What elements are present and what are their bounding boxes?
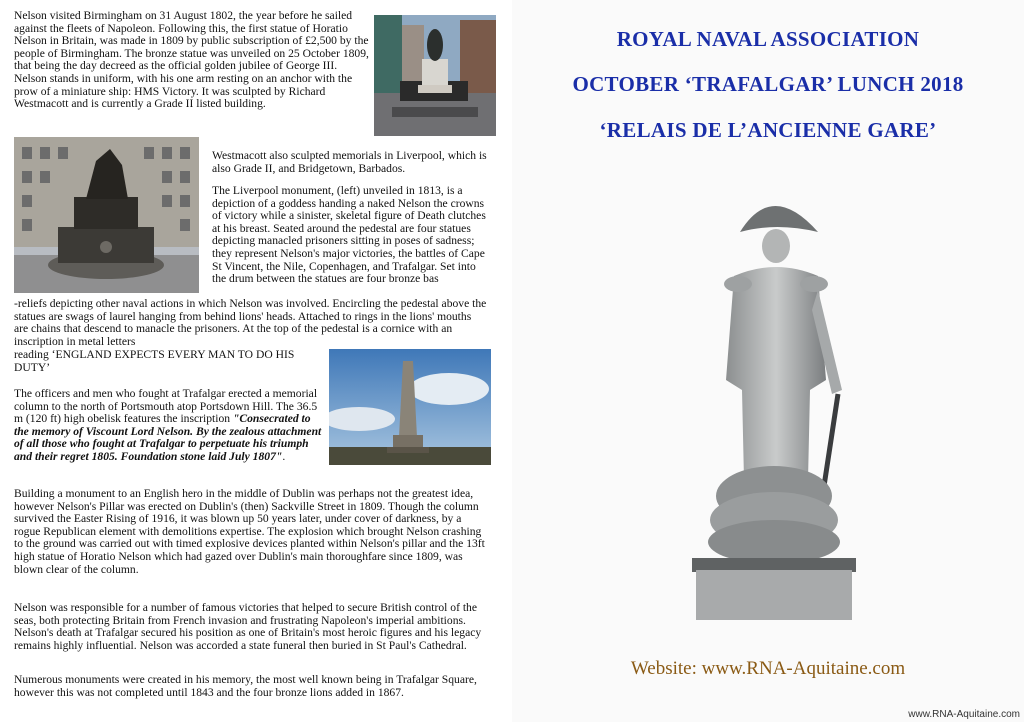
title-line-1: ROYAL NAVAL ASSOCIATION [616, 27, 920, 51]
portsmouth-text: The officers and men who fought at Trafalgar erected a memorial column to the north of Portsmouth atop Portsdown Hill. The 36.5 m (120 ft) high obelisk features the inscription [14, 387, 318, 426]
obelisk-inscription: "Consecrated to the memory of Viscount Lord Nelson. By the zealous attachment of all those who fought at Trafalgar to perpetuate his triumph and their regret 1805. Foundation stone laid July 1807" [14, 412, 322, 463]
paragraph-liverpool-cont: -reliefs depicting other naval actions in which Nelson was involved. Encircling the pedestal above the statues are swags of laurel hanging from behind lions' heads. Attached to rings in the lions' mouths are chains that descend to manacle the prisoners. At the top of the pedestal is a cornice with an inscription in metal letters [14, 297, 487, 348]
title-line-2: OCTOBER ‘TRAFALGAR’ LUNCH 2018 [572, 72, 964, 96]
website-link[interactable]: Website: www.RNA-Aquitaine.com [630, 658, 906, 679]
portsdown-obelisk-photo [329, 349, 491, 465]
right-page [512, 0, 1024, 722]
nelson-statue-image [672, 180, 872, 620]
title-line-3: ‘RELAIS DE L’ANCIENNE GARE’ [599, 118, 937, 142]
liverpool-monument-photo [14, 137, 199, 293]
paragraph-monuments: Numerous monuments were created in his memory, the most well known being in Trafalgar Square, however this was not completed until 1843 and the four bronze lions added in 1867. [14, 673, 477, 699]
paragraph-england-expects: reading ‘ENGLAND EXPECTS EVERY MAN TO DO HIS DUTY’ [14, 348, 295, 374]
portsmouth-end: . [282, 449, 286, 463]
paragraph-westmacott: Westmacott also sculpted memorials in Liverpool, which is also Grade II, and Bridgetown, Barbados. [212, 149, 487, 175]
paragraph-dublin: Building a monument to an English hero in the middle of Dublin was perhaps not the greatest idea, however Nelson's Pillar was erected on Dublin's (then) Sackville Street in 1809. Though the column survived the Easter Rising of 1916, it was blown up 50 years later, under cover of darkness, by a rogue Republican element with demolitions expertise. The explosion which brought Nelson crashing to the ground was carried out with timed explosive devices planted within Nelson's pillar and the 13ft high statue of Horatio Nelson which had gazed over Dublin's main thoroughfare since 1809, was blown clear of the column. [14, 487, 485, 576]
watermark-credit: www.RNA-Aquitaine.com [908, 709, 1020, 720]
birmingham-statue-photo [374, 15, 496, 136]
paragraph-liverpool: The Liverpool monument, (left) unveiled in 1813, is a depiction of a goddess handing a naked Nelson the crowns of victory while a sinister, skeletal figure of Death clutches at his breast. Seated around the pedestal are four statues depicting manacled prisoners sitting in poses of sadness; they represent Nelson's major victories, the battles of Cape St Vincent, the Nile, Copenhagen, and Trafalgar. Set into the drum between the statues are four bronze bas [212, 184, 486, 286]
paragraph-portsmouth [14, 388, 322, 464]
paragraph-victories: Nelson was responsible for a number of famous victories that helped to secure British control of the seas, both protecting Britain from French invasion and frustrating Napoleon's imperial ambitions. Nelson's death at Trafalgar secured his position as one of Britain's most heroic figures and his legacy remains highly influential. Nelson was accorded a state funeral then buried in St Paul's Cathedral. [14, 601, 482, 652]
paragraph-birmingham: Nelson visited Birmingham on 31 August 1802, the year before he sailed against the fleets of Napoleon. Following this, the first statue of Horatio Nelson in Britain, was made in 1809 by public subscription of £2,500 by the people of Birmingham. The bronze statue was unveiled on 25 October 1809, that being the day decreed as the official golden jubilee of George III. Nelson stands in uniform, with his one arm resting on an anchor with the prow of a miniature ship: HMS Victory. It was sculpted by Richard Westmacott and is currently a Grade II listed building. [14, 9, 369, 111]
